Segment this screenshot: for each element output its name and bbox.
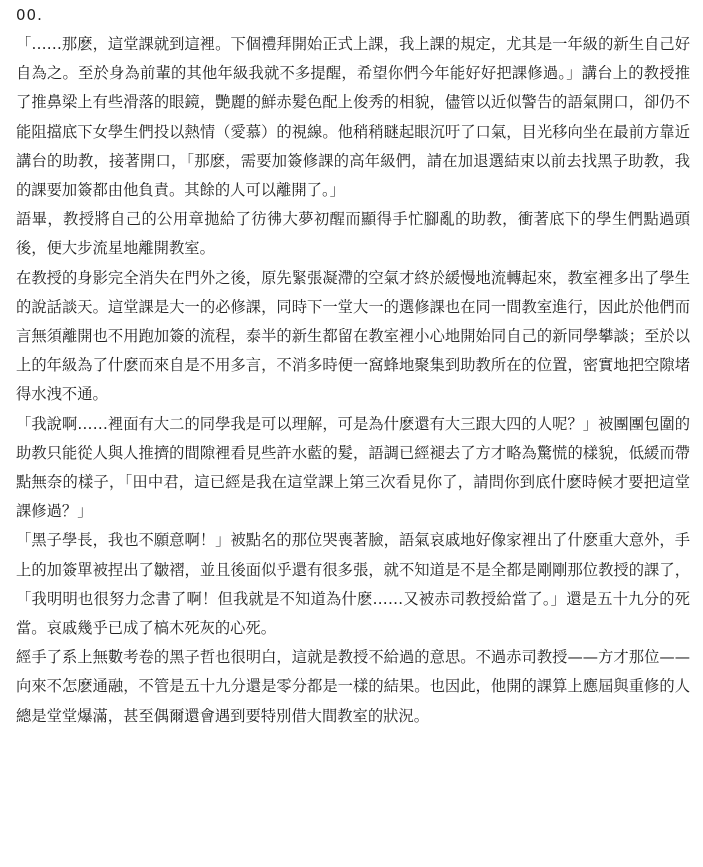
paragraph-4: 「我說啊……裡面有大二的同學我是可以理解，可是為什麽還有大三跟大四的人呢？」被團團包圍的助教只能從人與人推擠的間隙裡看見些許水藍的髮，語調已經褪去了方才略為驚慌的樣貌，低緩而帶點無奈的樣子，「田中君，這已經是我在這堂課上第三次看見你了，請問你到底什麽時候才要把這堂課修過？」	[16, 414, 690, 521]
paragraph-1: 「……那麽，這堂課就到這裡。下個禮拜開始正式上課，我上課的規定，尤其是一年級的新生自己好自為之。至於身為前輩的其他年級我就不多提醒，希望你們今年能好好把課修過。」講台上的教授推了推鼻梁上有些滑落的眼鏡，艷麗的鮮赤髮色配上俊秀的相貌，儘管以近似警告的語氣開口，卻仍不能阻擋底下女學生們投以熱情（愛慕）的視線。他稍稍瞇起眼沉吁了口氣，目光移向坐在最前方靠近講台的助教，接著開口，「那麽，需要加簽修課的高年級們，請在加退選結束以前去找黑子助教，我的課要加簽都由他負責。其餘的人可以離開了。」	[16, 35, 690, 200]
paragraph-3: 在教授的身影完全消失在門外之後，原先緊張凝滯的空氣才終於緩慢地流轉起來，教室裡多出了學生的說話談天。這堂課是大一的必修課，同時下一堂大一的選修課也在同一間教室進行，因此於他們而言無須離開也不用跑加簽的流程，泰半的新生都留在教室裡小心地開始同自己的新同學攀談；至於以上的年級為了什麽而來自是不用多言，不消多時便一窩蜂地聚集到助教所在的位置，密實地把空隙堵得水洩不通。	[16, 268, 690, 404]
paragraph-6: 經手了系上無數考卷的黑子哲也很明白，這就是教授不給過的意思。不過赤司教授——方才那位——向來不怎麽通融，不管是五十九分還是零分都是一樣的結果。也因此，他開的課算上應屆與重修的人總是堂堂爆滿，甚至偶爾還會遇到要特別借大間教室的狀況。	[16, 648, 690, 725]
paragraph-2: 語畢，教授將自己的公用章拋給了彷彿大夢初醒而顯得手忙腳亂的助教，衝著底下的學生們點過頭後，便大步流星地離開教室。	[16, 210, 690, 258]
document-body	[16, 0, 690, 731]
chapter-number: 00.	[16, 6, 43, 24]
paragraph-5: 「黑子學長，我也不願意啊！」被點名的那位哭喪著臉，語氣哀戚地好像家裡出了什麽重大意外，手上的加簽單被捏出了皺褶，並且後面似乎還有很多張，就不知道是不是全都是剛剛那位教授的課了，「我明明也很努力念書了啊！但我就是不知道為什麽……又被赤司教授給當了。」還是五十九分的死當。哀戚幾乎已成了槁木死灰的心死。	[16, 531, 690, 638]
